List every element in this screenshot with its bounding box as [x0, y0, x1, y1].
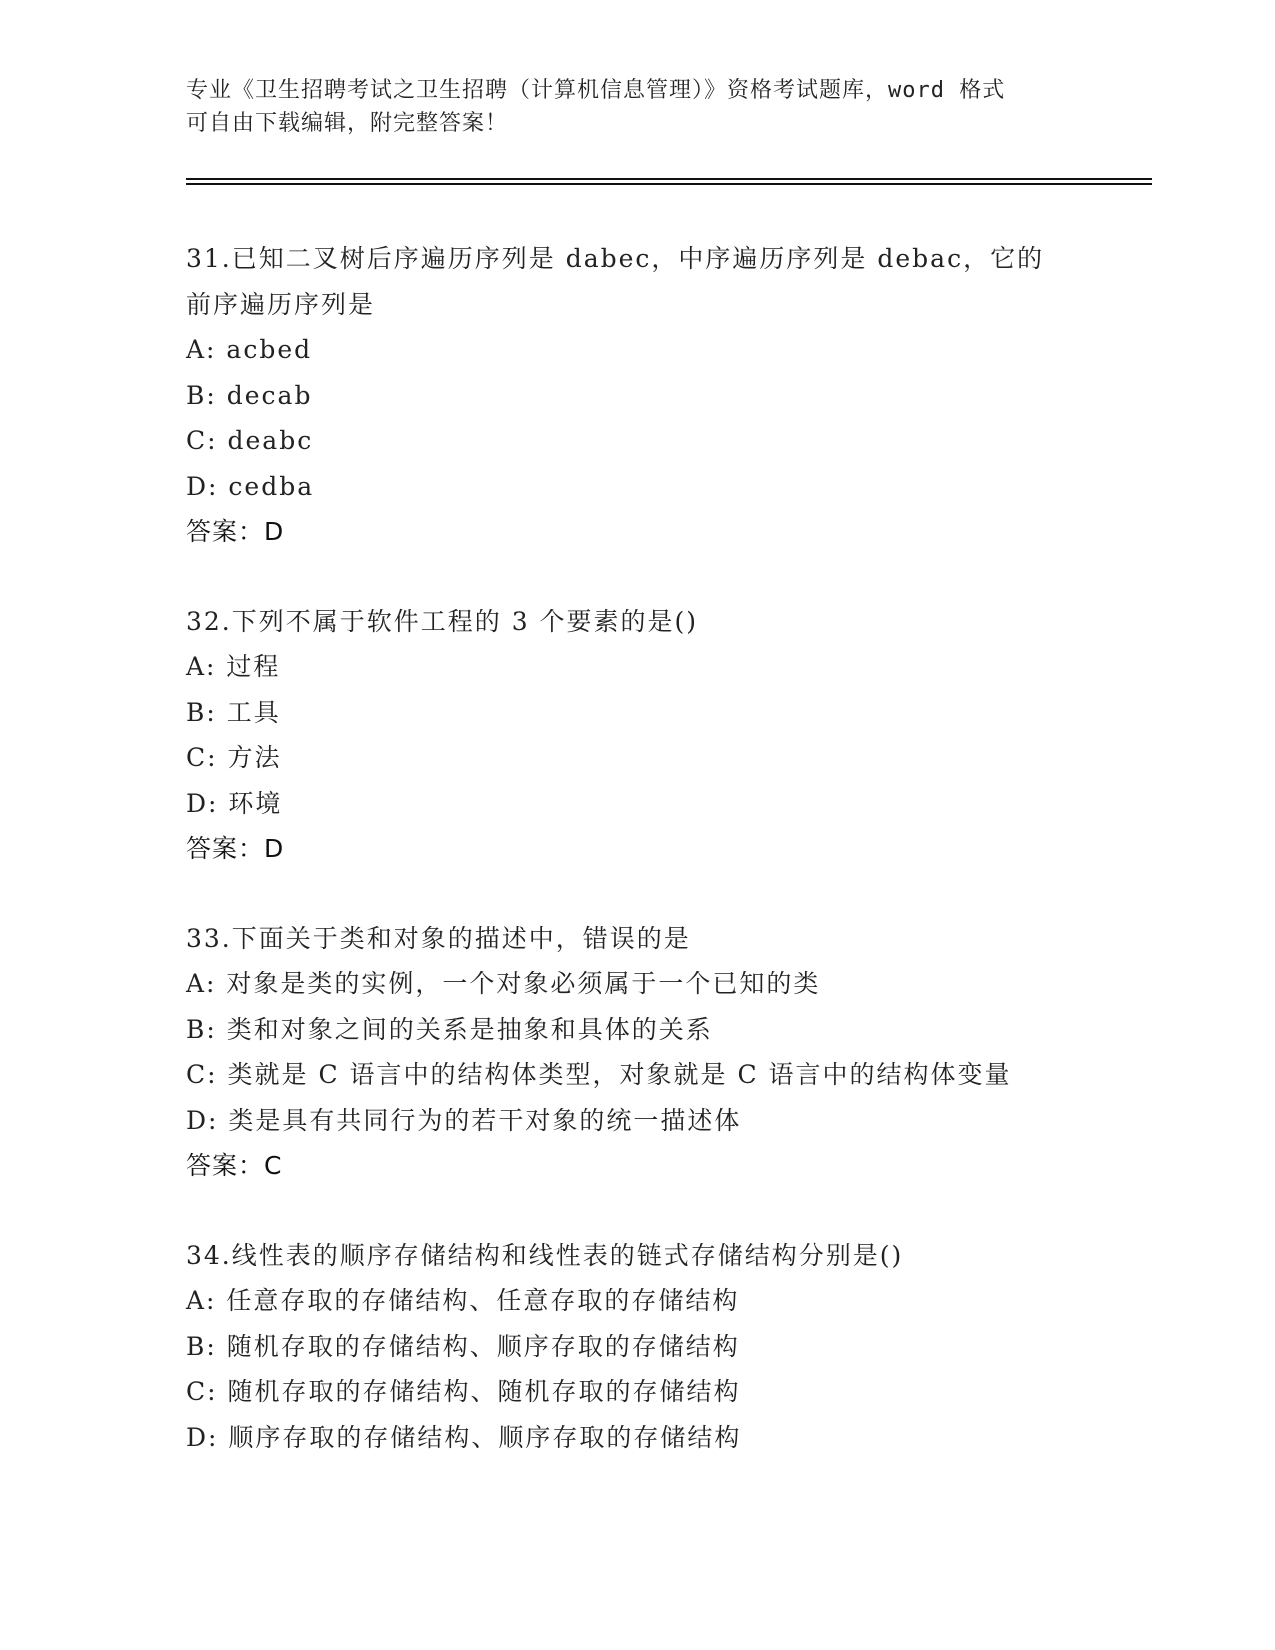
answer-line: 答案：D: [186, 834, 285, 863]
header-line-1: 专业《卫生招聘考试之卫生招聘（计算机信息管理）》资格考试题库，word 格式: [186, 78, 1006, 103]
option-d: D: 顺序存取的存储结构、顺序存取的存储结构: [186, 1422, 742, 1452]
option-d: D: 类是具有共同行为的若干对象的统一描述体: [186, 1105, 742, 1135]
answer-line: 答案：C: [186, 1151, 283, 1180]
option-d: D: cedba: [186, 471, 315, 501]
header-divider-top: [186, 178, 1152, 180]
header-divider-bottom: [186, 183, 1152, 185]
option-c: C: deabc: [186, 426, 314, 455]
question-31: [186, 236, 1126, 555]
header-line-2: 可自由下载编辑，附完整答案！: [186, 111, 509, 136]
option-c: C: 随机存取的存储结构、随机存取的存储结构: [186, 1377, 741, 1406]
option-b: B: decab: [186, 380, 313, 410]
question-stem: 32.下列不属于软件工程的 3 个要素的是(): [186, 606, 699, 636]
option-b: B: 工具: [186, 697, 281, 727]
option-c: C: 类就是 C 语言中的结构体类型，对象就是 C 语言中的结构体变量: [186, 1060, 1012, 1089]
document-header: [186, 74, 1086, 140]
question-stem: 34.线性表的顺序存储结构和线性表的链式存储结构分别是(): [186, 1240, 904, 1270]
question-33: [186, 916, 1126, 1189]
question-list: [186, 236, 1126, 1504]
option-a: A: acbed: [186, 335, 313, 364]
question-stem: 31.已知二叉树后序遍历序列是 dabec，中序遍历序列是 debac，它的: [186, 244, 1045, 273]
option-c: C: 方法: [186, 743, 282, 772]
option-a: A: 对象是类的实例，一个对象必须属于一个已知的类: [186, 969, 821, 998]
question-stem-continued: 前序遍历序列是: [186, 289, 376, 319]
option-b: B: 随机存取的存储结构、顺序存取的存储结构: [186, 1331, 740, 1361]
option-a: A: 过程: [186, 652, 281, 681]
question-stem: 33.下面关于类和对象的描述中，错误的是: [186, 923, 691, 953]
option-d: D: 环境: [186, 788, 283, 818]
question-32: [186, 599, 1126, 872]
option-a: A: 任意存取的存储结构、任意存取的存储结构: [186, 1286, 740, 1315]
option-b: B: 类和对象之间的关系是抽象和具体的关系: [186, 1014, 713, 1044]
answer-line: 答案：D: [186, 517, 285, 546]
question-34: [186, 1233, 1126, 1461]
